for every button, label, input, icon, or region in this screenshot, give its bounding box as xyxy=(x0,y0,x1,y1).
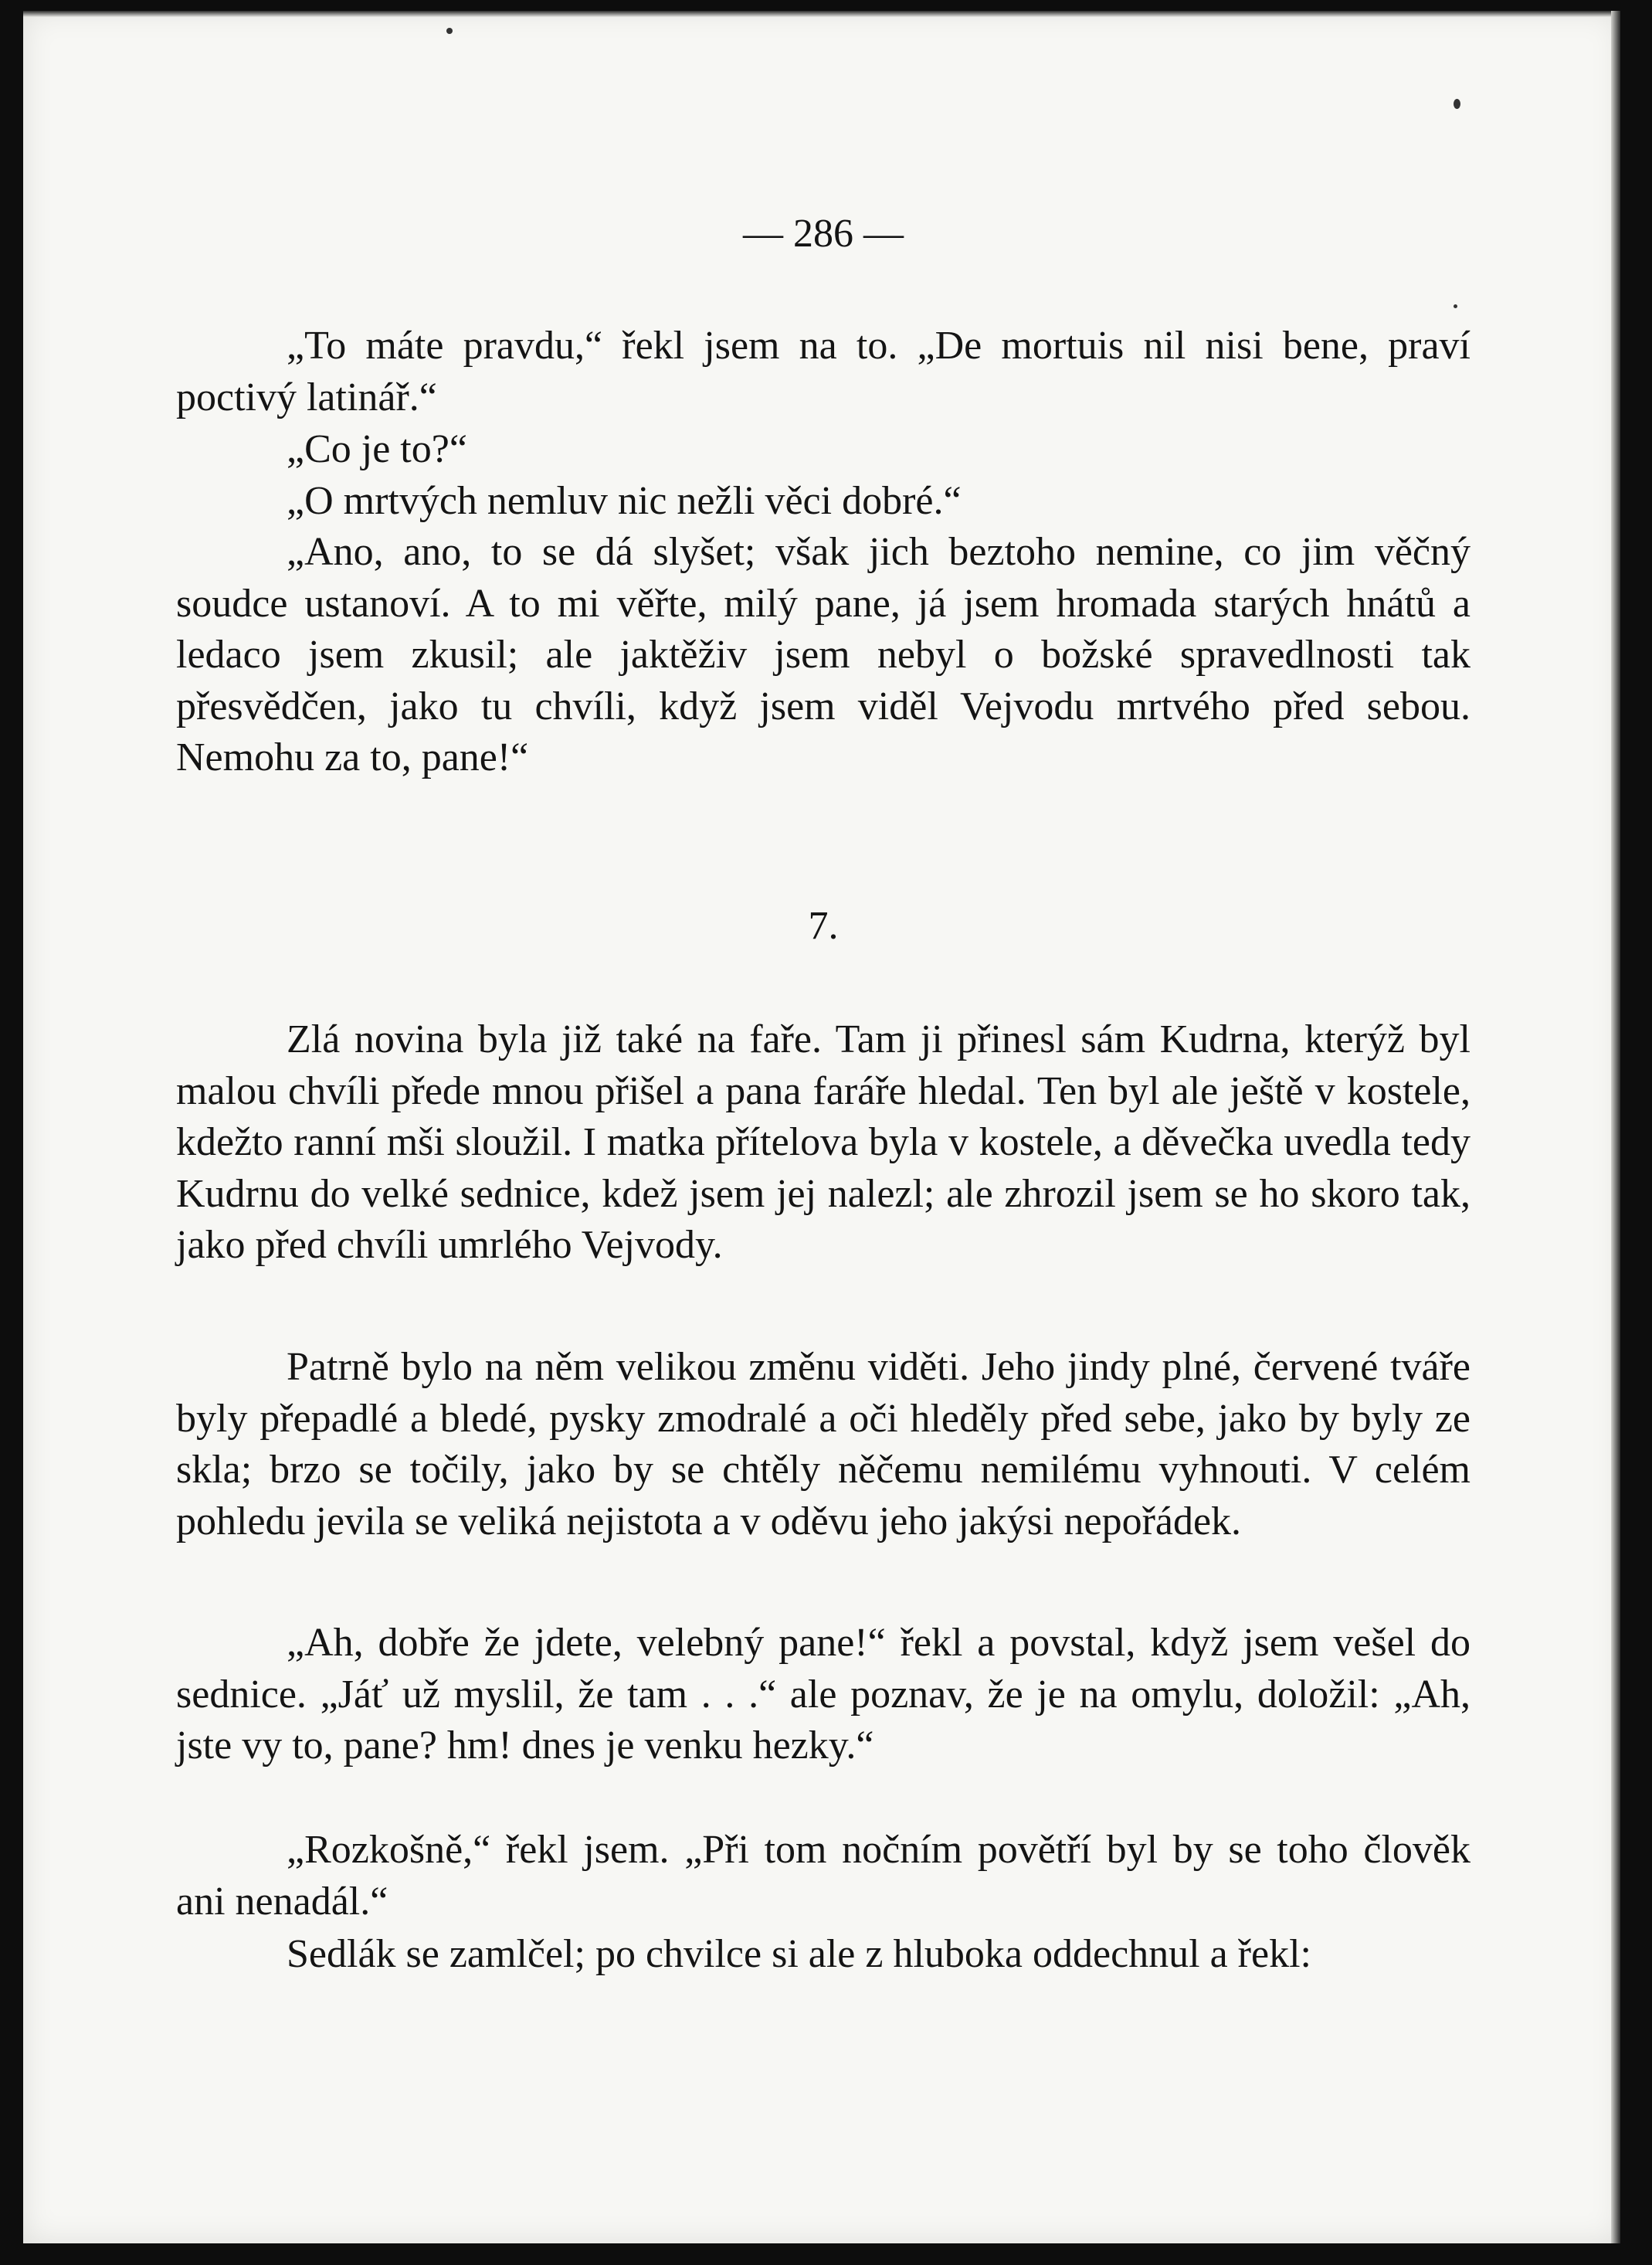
print-speck xyxy=(446,28,453,34)
print-speck xyxy=(1454,99,1460,109)
paragraph: Sedlák se zamlčel; po chvilce si ale z hluboka oddechnul a řekl: xyxy=(287,1932,1311,1976)
paragraph: „To máte pravdu,“ řekl jsem na to. „De mortuis nil nisi bene, praví poctivý latinář.“ xyxy=(176,324,1471,419)
paragraph: „Rozkošně,“ řekl jsem. „Při tom nočním povětří byl by se toho člověk ani nenadál.“ xyxy=(176,1828,1471,1924)
paragraph: „Ano, ano, to se dá slyšet; však jich beztoho nemine, co jim věčný soudce ustanoví. A to mi věřte, milý pane, já jsem hromada starých hnátů a ledaco jsem zkusil; ale jaktěživ jsem nebyl o božské spravedlnosti tak přesvědčen, jako tu chvíli, když jsem viděl Vejvodu mrtvého před sebou. Nemohu za to, pane!“ xyxy=(176,530,1471,779)
print-speck xyxy=(1454,304,1457,308)
paragraph: Zlá novina byla již také na faře. Tam ji přinesl sám Kudrna, kterýž byl malou chvíli přede mnou přišel a pana faráře hledal. Ten byl ale ještě v kostele, kdežto ranní mši sloužil. I matka přítelova byla v kostele, a děvečka uvedla tedy Kudrnu do velké sednice, kdež jsem jej nalezl; ale zhrozil jsem se ho skoro tak, jako před chvíli umrlého Vejvody. xyxy=(176,1017,1471,1267)
page-top-edge xyxy=(23,11,1620,17)
page-number: — 286 — xyxy=(743,212,904,256)
paragraph: „Co je to?“ xyxy=(287,427,467,471)
page-right-edge xyxy=(1611,11,1620,2243)
section-heading: 7. xyxy=(808,904,839,948)
paragraph: „O mrtvých nemluv nic nežli věci dobré.“ xyxy=(287,479,962,523)
paragraph: „Ah, dobře že jdete, velebný pane!“ řekl a povstal, když jsem vešel do sednice. „Jáť už myslil, že tam . . .“ ale poznav, že je na omylu, doložil: „Ah, jste vy to, pane? hm! dnes je venku hezky.“ xyxy=(176,1621,1471,1768)
paragraph: Patrně bylo na něm velikou změnu viděti. Jeho jindy plné, červené tváře byly přepadlé a bledé, pysky zmodralé a oči hleděly před sebe, jako by byly ze skla; brzo se točily, jako by se chtěly něčemu nemilému vyhnouti. V celém pohledu jevila se veliká nejistota a v oděvu jeho jakýsi nepořádek. xyxy=(176,1345,1471,1543)
